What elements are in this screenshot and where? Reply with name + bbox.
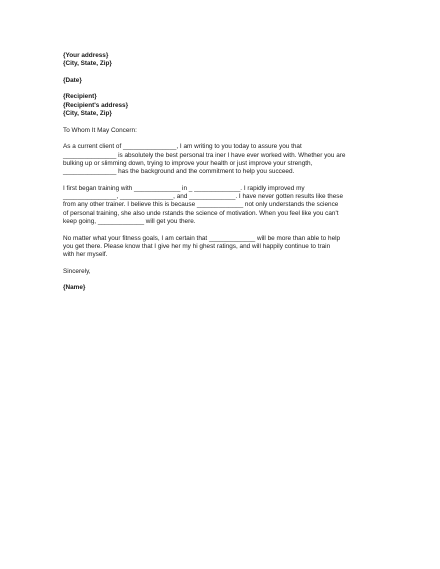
paragraph-line: bulking up or slimming down, trying to improve your health or just improve your strength, bbox=[63, 159, 313, 167]
paragraph-line: No matter what your fitness goals, I am certain that _____________ will be more than able to help bbox=[63, 234, 341, 242]
paragraph-line: of personal training, she also unde rstands the science of motivation. When you feel like you can't bbox=[63, 209, 339, 217]
paragraph-2 bbox=[63, 185, 383, 226]
sender-address: {Your address} bbox=[63, 52, 109, 59]
letter-body bbox=[63, 52, 383, 293]
closing: Sincerely, bbox=[63, 267, 91, 275]
sender-city-state-zip: {City, State, Zip} bbox=[63, 60, 112, 68]
paragraph-1 bbox=[63, 143, 383, 176]
paragraph-3 bbox=[63, 235, 383, 260]
recipient-name: {Recipient} bbox=[63, 93, 97, 101]
recipient-address: {Recipient's address} bbox=[63, 101, 129, 109]
paragraph-line: from any other trainer. I believe this is because _____________ not only understands the science bbox=[63, 201, 339, 209]
paragraph-line: _______________, _______________, and _____________. I have never gotten results like these bbox=[63, 193, 344, 201]
paragraph-line: you get there. Please know that I give her my hi ghest ratings, and will happily continue to train bbox=[63, 242, 331, 250]
paragraph-line: _______________ is absolutely the best personal tra iner I have ever worked with. Whether you are bbox=[63, 151, 346, 159]
signature-name: {Name} bbox=[63, 284, 86, 292]
paragraph-line: keep going, _____________ will get you there. bbox=[63, 217, 196, 225]
recipient-city-state-zip: {City, State, Zip} bbox=[63, 110, 112, 118]
paragraph-line: with her myself. bbox=[63, 251, 108, 259]
letter-date: {Date} bbox=[63, 76, 82, 84]
paragraph-line: I first began training with _____________ in _ _____________. I rapidly improved my bbox=[63, 184, 305, 192]
salutation: To Whom It May Concern: bbox=[63, 126, 137, 134]
paragraph-line: _______________ has the background and the commitment to help you succeed. bbox=[63, 168, 295, 176]
paragraph-line: As a current client of _______________, I am writing to you today to assure you that bbox=[63, 143, 302, 151]
